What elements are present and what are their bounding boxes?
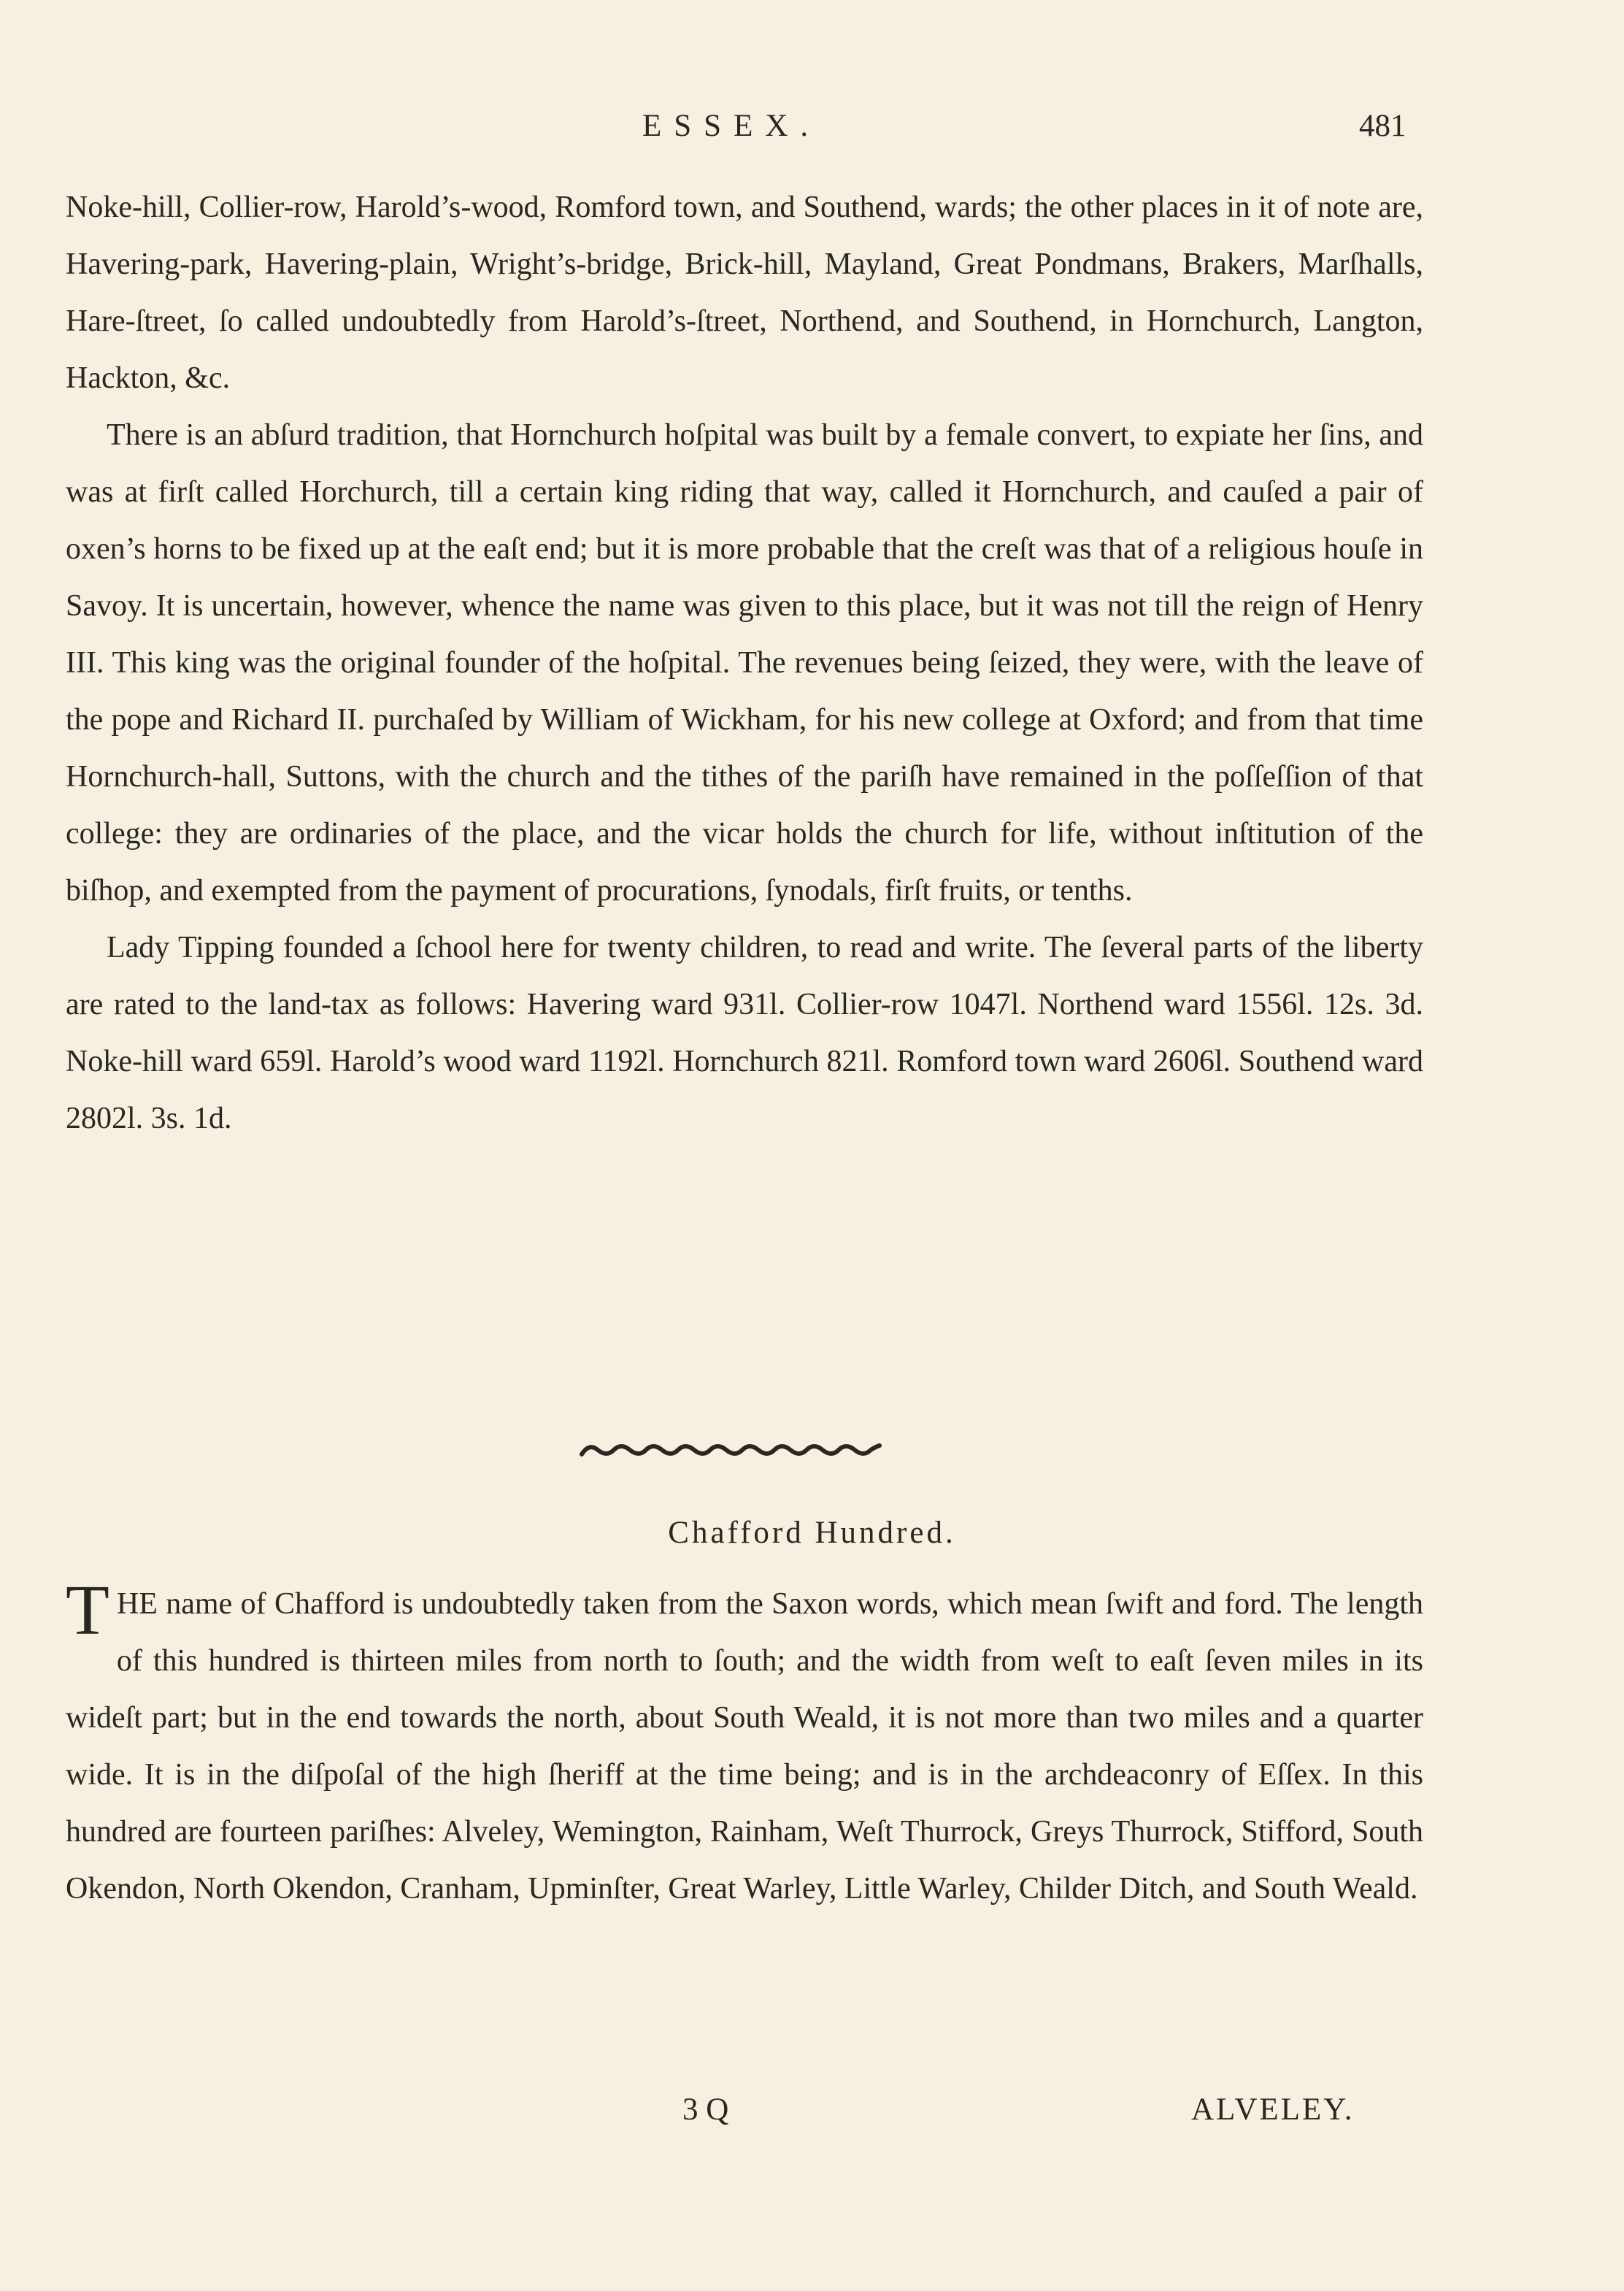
chafford-text <box>66 1571 1423 1917</box>
section-heading: Chafford Hundred. <box>668 1516 956 1550</box>
liberty-text <box>66 179 1423 1147</box>
running-title: ESSEX. <box>642 109 821 143</box>
catchword: ALVELEY. <box>1191 2092 1355 2127</box>
paragraph-wards: Noke-hill, Collier-row, Harold’s-wood, Romford town, and Southend, wards; the other places in it of note are, Havering-park, Havering-plain, Wright’s-bridge, Brick-hill, Mayland, Great Pondmans, Brakers, Marſhalls, Hare-ſtreet, ſo called undoubtedly from Harold’s-ſtreet, Northend, and Southend, in Hornchurch, Langton, Hackton, &c. <box>66 191 1423 395</box>
paragraph-land-tax: Lady Tipping founded a ſchool here for twenty children, to read and write. The ſeveral parts of the liberty are rated to the land-tax as follows: Havering ward 931l. Collier-row 1047l. Northend ward 1556l. 12s. 3d. Noke-hill ward 659l. Harold’s wood ward 1192l. Hornchurch 821l. Romford town ward 2606l. Southend ward 2802l. 3s. 1d. <box>66 931 1423 1135</box>
drop-cap: T <box>66 1571 109 1650</box>
chafford-paragraph-text: HE name of Chafford is undoubtedly taken from the Saxon words, which mean ſwift and ford. The length of this hundred is thirteen miles from north to ſouth; and the width from weſt to eaſt ſeven miles in its wideſt part; but in the end towards the north, about South Weald, it is not more than two miles and a quarter wide. It is in the diſpoſal of the high ſheriff at the time being; and is in the archdeaconry of Eſſex. In this hundred are fourteen pariſhes: Alveley, Wemington, Rainham, Weſt Thurrock, Greys Thurrock, Stifford, South Okendon, North Okendon, Cranham, Upminſter, Great Warley, Little Warley, Childer Ditch, and South Weald. <box>66 1587 1423 1906</box>
signature-mark: 3 Q <box>682 2092 729 2127</box>
running-head <box>0 108 1624 152</box>
page-footer <box>0 2092 1624 2143</box>
ornament-divider <box>579 1440 882 1460</box>
paragraph-hornchurch-hospital: There is an abſurd tradition, that Hornchurch hoſpital was built by a female convert, to expiate her ſins, and was at firſt called Horchurch, till a certain king riding that way, called it Hornchurch, and cauſed a pair of oxen’s horns to be fixed up at the eaſt end; but it is more probable that the creſt was that of a religious houſe in Savoy. It is uncertain, however, whence the name was given to this place, but it was not till the reign of Henry III. This king was the original founder of the hoſpital. The revenues being ſeized, they were, with the leave of the pope and Richard II. purchaſed by William of Wickham, for his new college at Oxford; and from that time Hornchurch-hall, Suttons, with the church and the tithes of the pariſh have remained in the poſſeſſion of that college: they are ordinaries of the place, and the vicar holds the church for life, without inſtitution of the biſhop, and exempted from the payment of procurations, ſynodals, firſt fruits, or tenths. <box>66 418 1423 907</box>
page-number: 481 <box>1359 109 1406 143</box>
chafford-paragraph <box>66 1571 1423 1917</box>
